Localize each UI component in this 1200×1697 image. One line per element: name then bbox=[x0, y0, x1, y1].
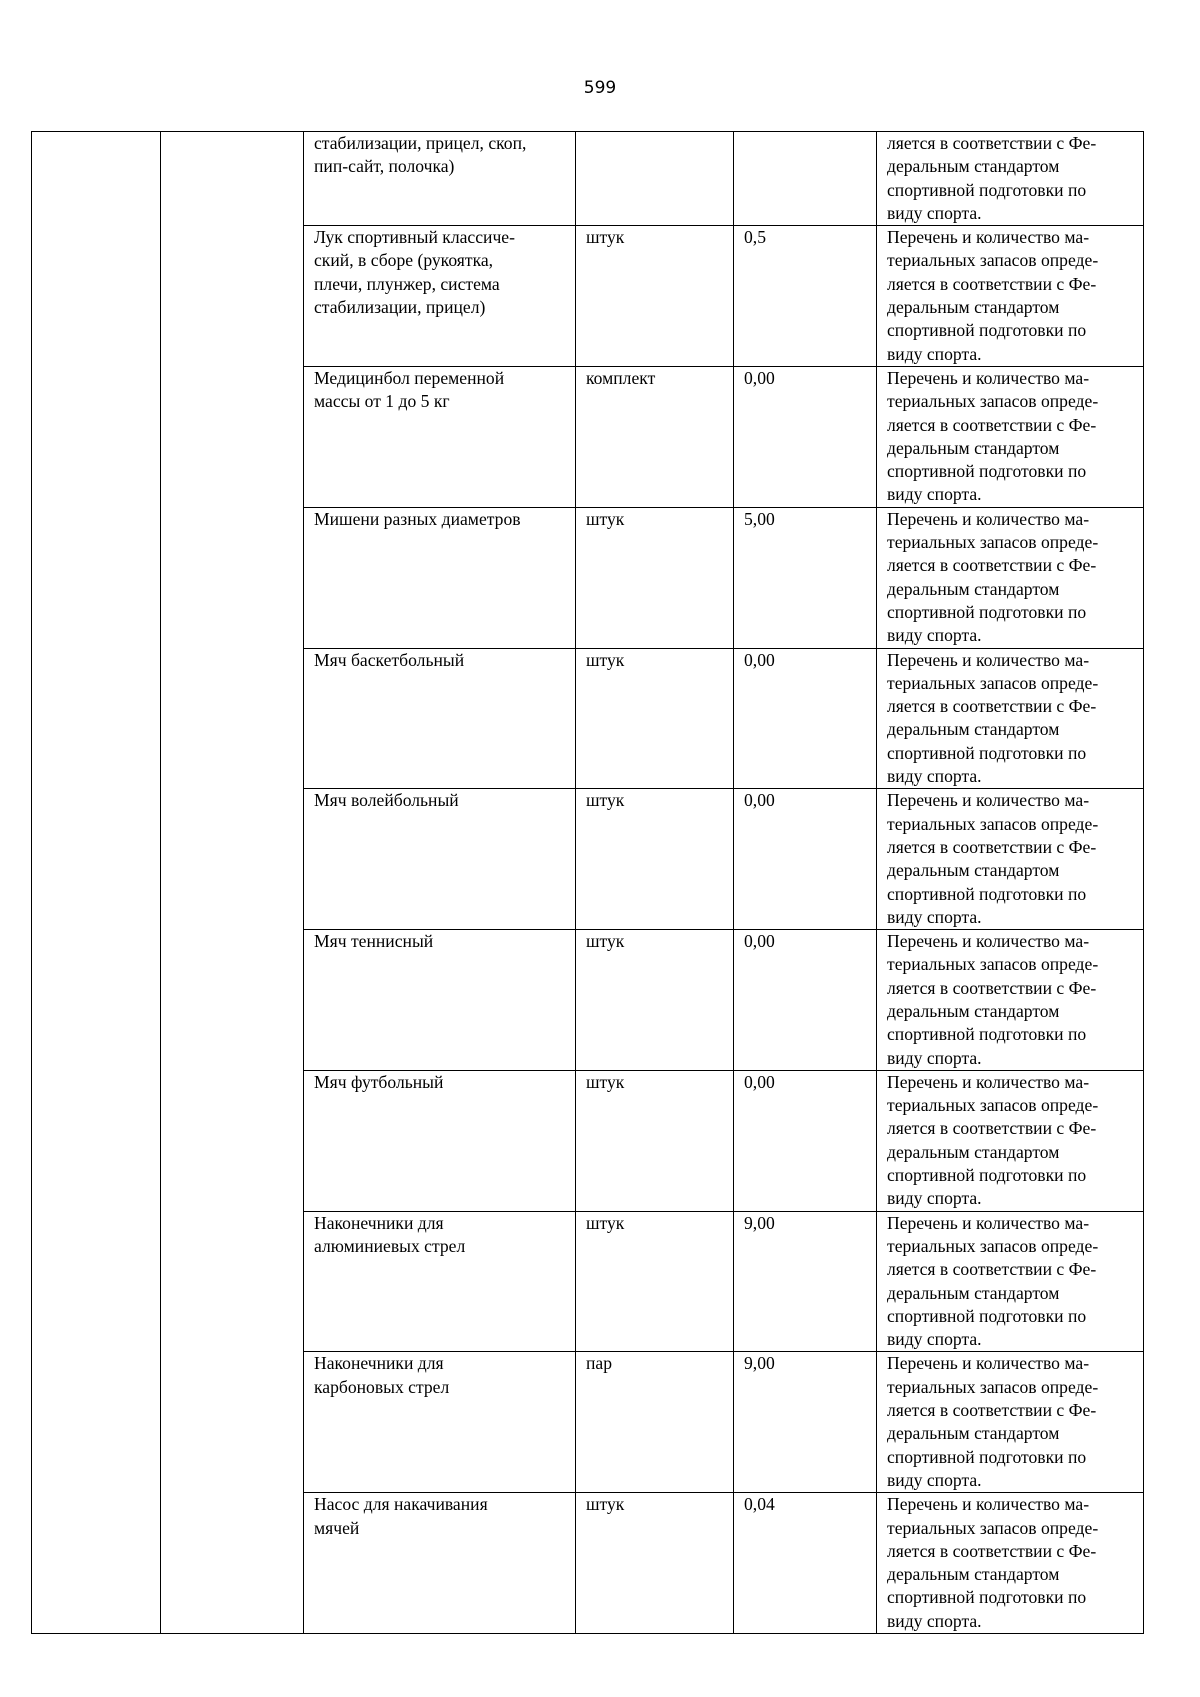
note-cell bbox=[877, 648, 1144, 789]
note-line: ляется в соответствии с Фе- bbox=[887, 1540, 1097, 1561]
note-line: Перечень и количество ма- bbox=[887, 790, 1090, 811]
note-line: деральным стандартом bbox=[887, 719, 1060, 740]
item-name-cell bbox=[304, 507, 576, 648]
item-name-line: ский, в сборе (рукоятка, bbox=[314, 250, 494, 271]
note-line: виду спорта. bbox=[887, 343, 982, 364]
note-line: виду спорта. bbox=[887, 1047, 982, 1068]
note-line: Перечень и количество ма- bbox=[887, 649, 1090, 670]
note-cell bbox=[877, 1211, 1144, 1352]
quantity-cell: 0,00 bbox=[734, 648, 877, 789]
note-line: деральным стандартом bbox=[887, 297, 1060, 318]
item-name-cell bbox=[304, 1070, 576, 1211]
note-line: ляется в соответствии с Фе- bbox=[887, 273, 1097, 294]
note-line: деральным стандартом bbox=[887, 860, 1060, 881]
note-line: Перечень и количество ма- bbox=[887, 1494, 1090, 1515]
item-name-line: стабилизации, прицел) bbox=[314, 297, 486, 318]
item-name-cell bbox=[304, 1352, 576, 1493]
note-cell bbox=[877, 1493, 1144, 1634]
table-row bbox=[32, 132, 1144, 226]
note-line: териальных запасов опреде- bbox=[887, 1517, 1099, 1538]
note-line: ляется в соответствии с Фе- bbox=[887, 1400, 1097, 1421]
note-line: виду спорта. bbox=[887, 1188, 982, 1209]
unit-cell: пар bbox=[576, 1352, 734, 1493]
note-cell bbox=[877, 930, 1144, 1071]
unit-cell: штук bbox=[576, 789, 734, 930]
note-line: спортивной подготовки по bbox=[887, 320, 1087, 341]
note-line: деральным стандартом bbox=[887, 437, 1060, 458]
unit-cell: штук bbox=[576, 930, 734, 1071]
item-name-line: Мишени разных диаметров bbox=[314, 508, 521, 529]
note-line: териальных запасов опреде- bbox=[887, 532, 1099, 553]
note-line: виду спорта. bbox=[887, 766, 982, 787]
note-line: виду спорта. bbox=[887, 906, 982, 927]
item-name-line: Мяч футбольный bbox=[314, 1071, 444, 1092]
note-line: ляется в соответствии с Фе- bbox=[887, 414, 1097, 435]
note-line: ляется в соответствии с Фе- bbox=[887, 133, 1097, 153]
item-name-line: массы от 1 до 5 кг bbox=[314, 391, 450, 412]
unit-cell: штук bbox=[576, 226, 734, 367]
note-line: Перечень и количество ма- bbox=[887, 1212, 1090, 1233]
note-line: териальных запасов опреде- bbox=[887, 672, 1099, 693]
unit-cell: штук bbox=[576, 507, 734, 648]
note-line: териальных запасов опреде- bbox=[887, 250, 1099, 271]
note-line: Перечень и количество ма- bbox=[887, 931, 1090, 952]
note-line: териальных запасов опреде- bbox=[887, 391, 1099, 412]
note-line: деральным стандартом bbox=[887, 1282, 1060, 1303]
note-line: деральным стандартом bbox=[887, 1423, 1060, 1444]
equipment-table bbox=[31, 131, 1144, 1634]
note-line: виду спорта. bbox=[887, 484, 982, 505]
item-name-line: мячей bbox=[314, 1517, 360, 1538]
note-line: Перечень и количество ма- bbox=[887, 508, 1090, 529]
quantity-cell: 0,00 bbox=[734, 930, 877, 1071]
note-line: виду спорта. bbox=[887, 1329, 982, 1350]
item-name-line: Медицинбол переменной bbox=[314, 367, 505, 388]
note-line: деральным стандартом bbox=[887, 1564, 1060, 1585]
note-line: териальных запасов опреде- bbox=[887, 1095, 1099, 1116]
note-cell bbox=[877, 366, 1144, 507]
quantity-cell: 0,5 bbox=[734, 226, 877, 367]
note-line: спортивной подготовки по bbox=[887, 179, 1087, 200]
note-line: териальных запасов опреде- bbox=[887, 1376, 1099, 1397]
unit-cell: штук bbox=[576, 648, 734, 789]
note-line: Перечень и количество ма- bbox=[887, 367, 1090, 388]
note-line: спортивной подготовки по bbox=[887, 742, 1087, 763]
blank-cell-left bbox=[32, 132, 161, 1634]
note-line: деральным стандартом bbox=[887, 1141, 1060, 1162]
note-cell bbox=[877, 132, 1144, 226]
note-line: ляется в соответствии с Фе- bbox=[887, 977, 1097, 998]
note-line: ляется в соответствии с Фе- bbox=[887, 555, 1097, 576]
unit-cell: комплект bbox=[576, 366, 734, 507]
quantity-cell: 0,00 bbox=[734, 789, 877, 930]
note-line: виду спорта. bbox=[887, 202, 982, 223]
note-line: спортивной подготовки по bbox=[887, 1024, 1087, 1045]
note-line: Перечень и количество ма- bbox=[887, 1353, 1090, 1374]
note-line: виду спорта. bbox=[887, 1610, 982, 1631]
quantity-cell: 9,00 bbox=[734, 1352, 877, 1493]
note-line: спортивной подготовки по bbox=[887, 1305, 1087, 1326]
note-line: спортивной подготовки по bbox=[887, 1165, 1087, 1186]
note-line: Перечень и количество ма- bbox=[887, 1071, 1090, 1092]
note-cell bbox=[877, 226, 1144, 367]
note-line: спортивной подготовки по bbox=[887, 1587, 1087, 1608]
item-name-cell bbox=[304, 930, 576, 1071]
note-line: териальных запасов опреде- bbox=[887, 954, 1099, 975]
item-name-line: Лук спортивный классиче- bbox=[314, 227, 515, 248]
item-name-cell bbox=[304, 1211, 576, 1352]
unit-cell: штук bbox=[576, 1070, 734, 1211]
note-line: виду спорта. bbox=[887, 625, 982, 646]
note-cell bbox=[877, 1070, 1144, 1211]
note-line: Перечень и количество ма- bbox=[887, 227, 1090, 248]
item-name-cell bbox=[304, 366, 576, 507]
page-number: 599 bbox=[583, 78, 617, 98]
note-line: деральным стандартом bbox=[887, 578, 1060, 599]
item-name-cell bbox=[304, 789, 576, 930]
note-line: спортивной подготовки по bbox=[887, 461, 1087, 482]
item-name-cell bbox=[304, 226, 576, 367]
item-name-line: Мяч теннисный bbox=[314, 931, 434, 952]
item-name-line: пип-сайт, полочка) bbox=[314, 156, 455, 177]
quantity-cell: 0,04 bbox=[734, 1493, 877, 1634]
note-line: спортивной подготовки по bbox=[887, 601, 1087, 622]
quantity-cell: 9,00 bbox=[734, 1211, 877, 1352]
item-name-line: Наконечники для bbox=[314, 1353, 444, 1374]
note-line: деральным стандартом bbox=[887, 1000, 1060, 1021]
note-line: спортивной подготовки по bbox=[887, 1446, 1087, 1467]
note-line: ляется в соответствии с Фе- bbox=[887, 836, 1097, 857]
note-cell bbox=[877, 789, 1144, 930]
note-line: териальных запасов опреде- bbox=[887, 1235, 1099, 1256]
item-name-cell bbox=[304, 1493, 576, 1634]
item-name-line: карбоновых стрел bbox=[314, 1376, 450, 1397]
item-name-cell bbox=[304, 132, 576, 226]
item-name-line: алюминиевых стрел bbox=[314, 1235, 466, 1256]
quantity-cell bbox=[734, 132, 877, 226]
note-line: виду спорта. bbox=[887, 1469, 982, 1490]
item-name-line: Мяч волейбольный bbox=[314, 790, 459, 811]
item-name-line: стабилизации, прицел, скоп, bbox=[314, 133, 527, 153]
item-name-cell bbox=[304, 648, 576, 789]
quantity-cell: 5,00 bbox=[734, 507, 877, 648]
note-line: ляется в соответствии с Фе- bbox=[887, 1118, 1097, 1139]
note-line: ляется в соответствии с Фе- bbox=[887, 1259, 1097, 1280]
quantity-cell: 0,00 bbox=[734, 1070, 877, 1211]
item-name-line: плечи, плунжер, система bbox=[314, 273, 500, 294]
note-line: ляется в соответствии с Фе- bbox=[887, 696, 1097, 717]
unit-cell: штук bbox=[576, 1211, 734, 1352]
quantity-cell: 0,00 bbox=[734, 366, 877, 507]
note-cell bbox=[877, 507, 1144, 648]
note-line: деральным стандартом bbox=[887, 156, 1060, 177]
item-name-line: Насос для накачивания bbox=[314, 1494, 488, 1515]
note-line: териальных запасов опреде- bbox=[887, 813, 1099, 834]
unit-cell bbox=[576, 132, 734, 226]
note-cell bbox=[877, 1352, 1144, 1493]
blank-cell-second bbox=[161, 132, 304, 1634]
item-name-line: Мяч баскетбольный bbox=[314, 649, 465, 670]
unit-cell: штук bbox=[576, 1493, 734, 1634]
note-line: спортивной подготовки по bbox=[887, 883, 1087, 904]
item-name-line: Наконечники для bbox=[314, 1212, 444, 1233]
